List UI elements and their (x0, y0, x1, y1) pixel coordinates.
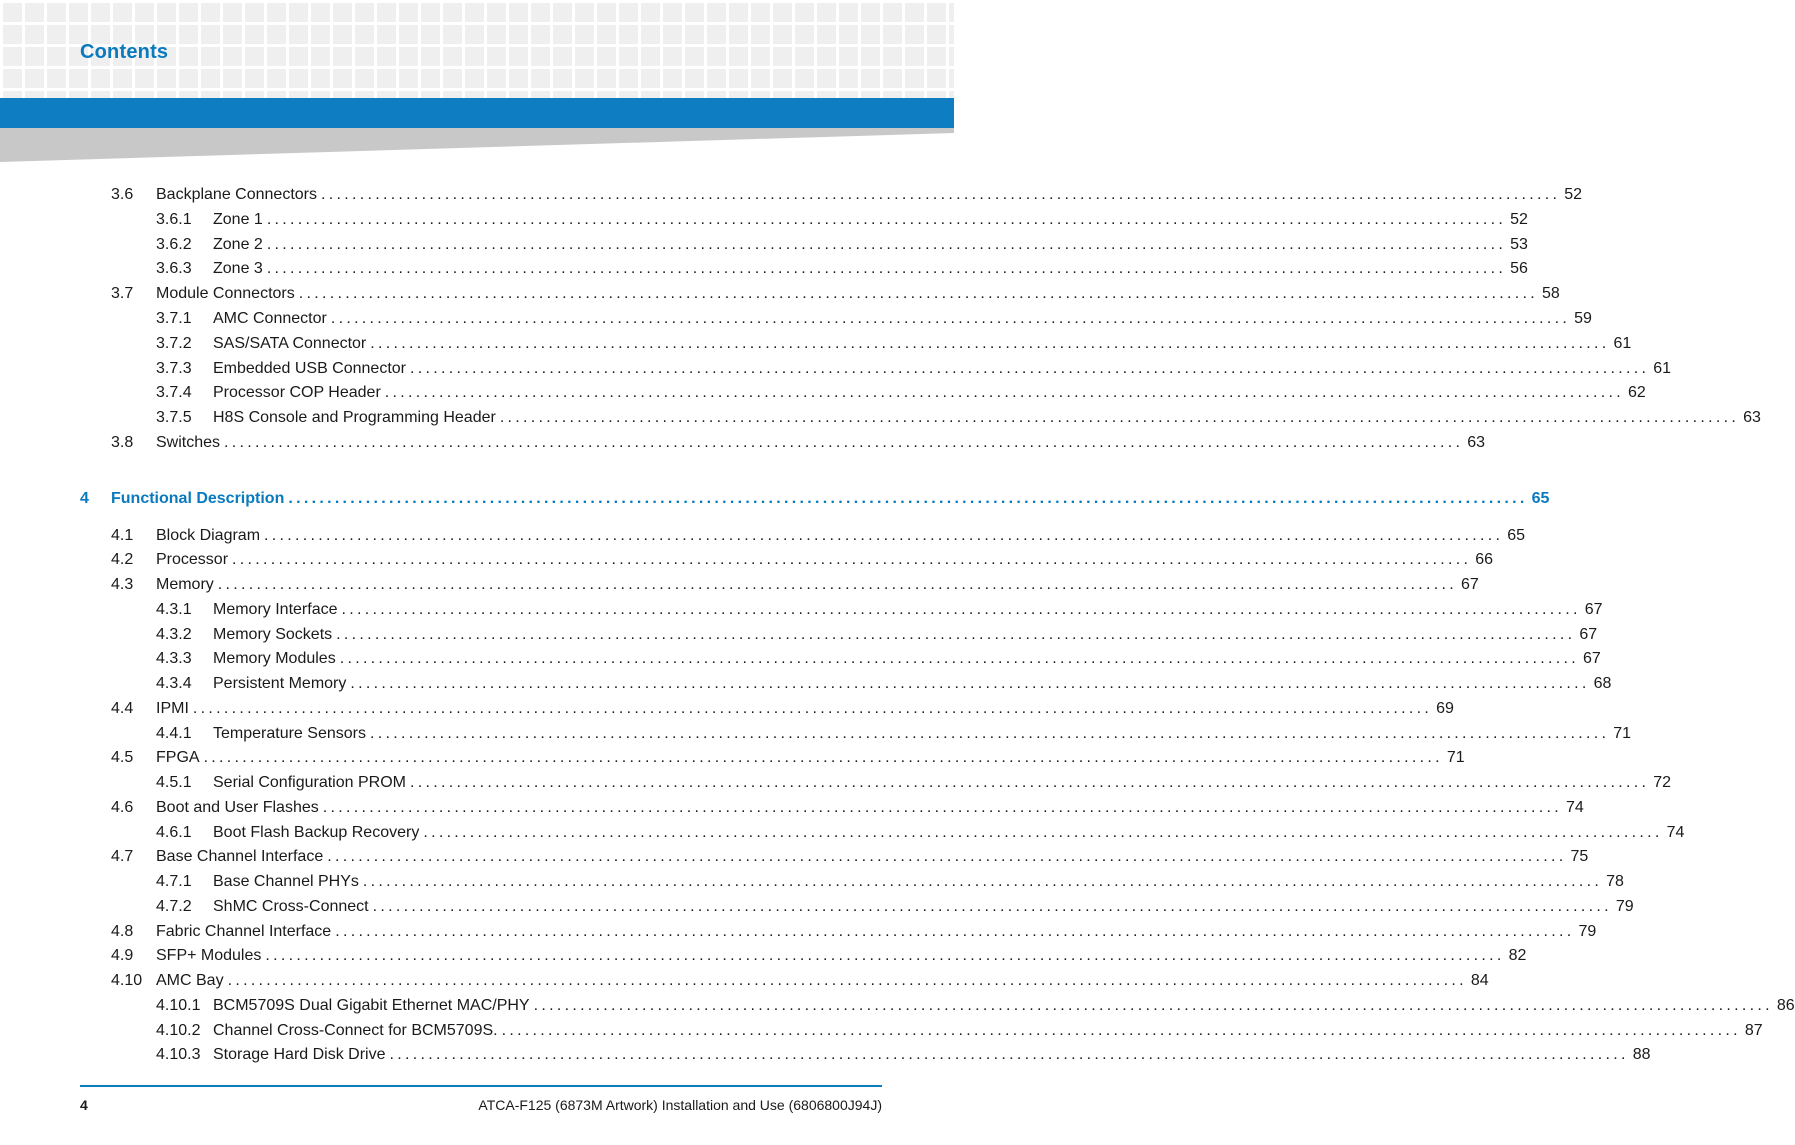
toc-entry-number: 4.5.1 (156, 774, 192, 791)
toc-entry-number: 4.7.1 (156, 873, 192, 890)
toc-entry-number: 3.6.3 (156, 260, 192, 278)
toc-leader-dots: ................................................................................................................................................................ (203, 749, 1443, 767)
toc-entry-label: Block Diagram (156, 526, 261, 544)
footer-document-title: ATCA-F125 (6873M Artwork) Installation and Use (6806800J94J) (478, 1097, 882, 1113)
toc-entry-number: 3.7.4 (156, 384, 192, 402)
toc-entry-line (213, 1045, 1651, 1065)
toc-entry-label: Processor (156, 551, 229, 569)
toc-entry-line (156, 847, 1589, 867)
toc-leader-dots: ................................................................................................................................................................ (336, 625, 1576, 643)
toc-entry[interactable] (0, 847, 1589, 867)
toc-entry-line (213, 1021, 1763, 1041)
toc-entry[interactable] (0, 748, 1465, 768)
toc-entry-number: 4.7 (111, 848, 134, 866)
toc-entry-label: Zone 1 (213, 210, 263, 228)
toc-entry-number: 4 (80, 490, 89, 507)
toc-entry[interactable] (0, 773, 1672, 793)
toc-entry-page: 74 (1566, 798, 1584, 816)
toc-entry-line (156, 971, 1489, 991)
toc-entry-page: 86 (1776, 996, 1795, 1014)
toc-entry-page: 75 (1570, 848, 1589, 866)
toc-leader-dots: ................................................................................................................................................................ (341, 600, 1581, 618)
toc-leader-dots: ................................................................................................................................................................ (264, 526, 1504, 544)
toc-entry-page: 61 (1613, 334, 1632, 352)
toc-entry-number: 3.7 (111, 285, 134, 303)
toc-leader-dots: ................................................................................................................................................................ (217, 576, 1458, 593)
toc-entry-line (213, 823, 1685, 843)
toc-entry-page: 79 (1578, 922, 1597, 940)
toc-entry-line (213, 359, 1672, 379)
toc-entry-line (156, 550, 1494, 570)
toc-entry[interactable] (0, 699, 1454, 719)
toc-entry-label: Zone 2 (213, 235, 263, 253)
toc-entry-page: 53 (1510, 235, 1528, 253)
toc-entry-label: ShMC Cross-Connect (213, 897, 369, 915)
toc-entry-page: 61 (1653, 359, 1672, 377)
toc-entry-number: 4.10 (111, 972, 143, 989)
toc-entry-label: Boot and User Flashes (156, 798, 319, 816)
toc-entry-line (213, 649, 1601, 669)
toc-entry-line (213, 210, 1528, 230)
toc-leader-dots: ................................................................................................................................................................ (227, 972, 1467, 989)
toc-entry-page: 79 (1615, 897, 1634, 915)
toc-leader-dots: ................................................................................................................................................................ (389, 1046, 1629, 1064)
toc-entry-label: Memory Modules (213, 650, 336, 668)
toc-entry[interactable] (0, 550, 1494, 570)
toc-entry-label: Temperature Sensors (213, 724, 366, 742)
toc-leader-dots: ................................................................................................................................................................ (266, 210, 1507, 228)
toc-entry-label: Embedded USB Connector (213, 359, 406, 377)
toc-chapter-entry[interactable] (0, 489, 1550, 509)
toc-entry-line (111, 489, 1550, 509)
toc-entry[interactable] (0, 526, 1526, 546)
toc-entry-line (156, 798, 1584, 818)
toc-entry-page: 67 (1461, 576, 1479, 593)
toc-entry-number: 4.2 (111, 551, 134, 569)
toc-entry[interactable] (0, 897, 1634, 917)
toc-entry-line (156, 185, 1583, 205)
toc-entry-label: Memory Sockets (213, 625, 333, 643)
toc-entry[interactable] (0, 996, 1795, 1016)
toc-entry[interactable] (0, 284, 1560, 304)
toc-entry-number: 4.5 (111, 749, 134, 767)
toc-entry-label: H8S Console and Programming Header (213, 409, 496, 427)
toc-entry[interactable] (0, 433, 1486, 453)
toc-entry[interactable] (0, 185, 1583, 205)
toc-entry-label: FPGA (156, 749, 200, 767)
toc-entry-line (213, 872, 1624, 892)
toc-entry-number: 3.8 (111, 434, 134, 451)
toc-entry-number: 4.4.1 (156, 724, 192, 742)
toc-entry-label: Persistent Memory (213, 675, 347, 692)
toc-entry-page: 88 (1632, 1046, 1651, 1064)
toc-entry-page: 63 (1743, 409, 1761, 427)
toc-leader-dots: ................................................................................................................................................................ (335, 922, 1575, 940)
toc-entry-page: 72 (1653, 774, 1672, 791)
toc-entry-line (156, 575, 1479, 595)
toc-entry-page: 68 (1593, 675, 1612, 692)
toc-entry-line (156, 699, 1454, 719)
toc-leader-dots: ................................................................................................................................................................ (501, 1021, 1741, 1039)
toc-entry-number: 3.7.3 (156, 359, 192, 377)
toc-entry-page: 65 (1507, 526, 1526, 544)
toc-entry-page: 71 (1613, 724, 1632, 742)
toc-entry[interactable] (0, 922, 1597, 942)
toc-entry-label: Zone 3 (213, 260, 263, 278)
toc-leader-dots: ................................................................................................................................................................ (320, 186, 1561, 203)
toc-entry[interactable] (0, 600, 1603, 620)
toc-entry[interactable] (0, 649, 1601, 669)
toc-entry-line (156, 748, 1465, 768)
toc-entry[interactable] (0, 823, 1685, 843)
toc-entry-page: 69 (1436, 699, 1454, 717)
toc-leader-dots: ................................................................................................................................................................ (288, 490, 1528, 507)
toc-entry[interactable] (0, 309, 1592, 329)
toc-entry[interactable] (0, 1021, 1763, 1041)
toc-leader-dots: ................................................................................................................................................................ (265, 947, 1505, 965)
toc-entry-number: 3.6.1 (156, 210, 192, 228)
toc-entry-page: 74 (1666, 823, 1685, 841)
toc-entry-number: 3.6.2 (156, 235, 192, 253)
toc-entry-label: Backplane Connectors (156, 186, 317, 203)
toc-entry-number: 4.3.1 (156, 600, 192, 618)
toc-entry-number: 4.3.2 (156, 625, 192, 643)
toc-entry-label: Switches (156, 434, 221, 451)
toc-entry-number: 3.7.5 (156, 409, 192, 427)
footer-page-number: 4 (80, 1097, 88, 1113)
toc-leader-dots: ................................................................................................................................................................ (350, 675, 1590, 692)
toc-leader-dots: ................................................................................................................................................................ (330, 310, 1571, 327)
page-title: Contents (80, 41, 169, 63)
toc-entry-number: 3.7.2 (156, 334, 192, 352)
toc-entry[interactable] (0, 334, 1632, 354)
toc-entry-line (213, 334, 1632, 354)
toc-leader-dots: ................................................................................................................................................................ (372, 897, 1612, 915)
toc-entry[interactable] (0, 408, 1761, 428)
toc-entry-number: 4.3.4 (156, 675, 192, 692)
toc-entry-label: Base Channel Interface (156, 848, 324, 866)
toc-entry-label: AMC Bay (156, 972, 224, 989)
toc-entry-label: Processor COP Header (213, 384, 381, 402)
toc-leader-dots: ................................................................................................................................................................ (322, 798, 1562, 816)
toc-entry-number: 4.3.3 (156, 650, 192, 668)
toc-entry[interactable] (0, 724, 1632, 744)
toc-leader-dots: ................................................................................................................................................................ (533, 996, 1773, 1014)
toc-entry-label: Memory (156, 576, 214, 593)
toc-entry-line (213, 625, 1598, 645)
toc-leader-dots: ................................................................................................................................................................ (409, 774, 1650, 791)
toc-entry[interactable] (0, 798, 1584, 818)
toc-entry-label: Fabric Channel Interface (156, 922, 332, 940)
toc-entry-label: Boot Flash Backup Recovery (213, 823, 420, 841)
toc-entry-number: 4.8 (111, 922, 134, 940)
toc-entry-line (213, 724, 1632, 744)
toc-entry[interactable] (0, 259, 1528, 279)
toc-entry[interactable] (0, 575, 1479, 595)
toc-entry-number: 4.4 (111, 699, 134, 717)
toc-entry-line (213, 674, 1612, 694)
toc-entry-number: 4.10.2 (156, 1021, 201, 1039)
toc-leader-dots: ................................................................................................................................................................ (362, 873, 1603, 890)
toc-entry[interactable] (0, 235, 1528, 255)
toc-entry-page: 84 (1470, 972, 1489, 989)
toc-entry-label: Serial Configuration PROM (213, 774, 406, 791)
toc-entry-line (213, 408, 1761, 428)
toc-entry-page: 65 (1531, 490, 1550, 507)
toc-leader-dots: ................................................................................................................................................................ (327, 848, 1567, 866)
toc-entry-page: 67 (1582, 650, 1601, 668)
toc-entry-line (156, 946, 1527, 966)
toc-entry-line (156, 922, 1597, 942)
toc-entry-line (213, 600, 1603, 620)
toc-entry-number: 4.3 (111, 576, 134, 593)
toc-entry-page: 62 (1628, 384, 1646, 402)
toc-entry-page: 56 (1510, 260, 1528, 278)
toc-entry-page: 52 (1564, 186, 1583, 203)
toc-entry-line (213, 309, 1592, 329)
toc-entry-page: 66 (1475, 551, 1494, 569)
toc-entry-page: 52 (1510, 210, 1528, 228)
toc-leader-dots: ................................................................................................................................................................ (369, 724, 1610, 742)
toc-entry-number: 3.7.1 (156, 310, 192, 327)
toc-leader-dots: ................................................................................................................................................................ (410, 359, 1650, 377)
toc-entry-page: 78 (1606, 873, 1624, 890)
toc-leader-dots: ................................................................................................................................................................ (370, 334, 1610, 352)
toc-leader-dots: ................................................................................................................................................................ (423, 823, 1663, 841)
toc-entry-line (213, 259, 1528, 279)
toc-entry-page: 67 (1584, 600, 1603, 618)
toc-entry-line (156, 284, 1560, 304)
toc-entry-page: 87 (1744, 1021, 1763, 1039)
toc-entry-page: 67 (1579, 625, 1598, 643)
toc-leader-dots: ................................................................................................................................................................ (266, 260, 1507, 278)
toc-leader-dots: ................................................................................................................................................................ (232, 551, 1472, 569)
toc-leader-dots: ................................................................................................................................................................ (266, 235, 1507, 253)
toc-entry-number: 3.6 (111, 186, 134, 203)
toc-entry[interactable] (0, 674, 1612, 694)
toc-entry[interactable] (0, 872, 1624, 892)
toc-entry[interactable] (0, 971, 1489, 991)
toc-leader-dots: ................................................................................................................................................................ (192, 699, 1433, 717)
toc-entry[interactable] (0, 383, 1646, 403)
toc-entry-page: 59 (1574, 310, 1592, 327)
toc-entry-number: 4.1 (111, 526, 134, 544)
toc-entry-line (213, 773, 1672, 793)
toc-leader-dots: ................................................................................................................................................................ (339, 650, 1579, 668)
toc-entry-label: BCM5709S Dual Gigabit Ethernet MAC/PHY (213, 996, 530, 1014)
toc-entry-line (213, 897, 1634, 917)
header-grey-wedge (0, 128, 954, 162)
toc-entry-number: 4.6.1 (156, 823, 192, 841)
toc-entry-number: 4.10.1 (156, 996, 201, 1014)
toc-entry-number: 4.9 (111, 947, 134, 965)
toc-entry[interactable] (0, 210, 1528, 230)
toc-entry[interactable] (0, 1045, 1651, 1065)
toc-leader-dots: ................................................................................................................................................................ (224, 434, 1464, 451)
toc-entry-label: Functional Description (111, 490, 285, 507)
toc-entry-page: 71 (1446, 749, 1465, 767)
toc-leader-dots: ................................................................................................................................................................ (384, 384, 1625, 402)
toc-entry-label: Channel Cross-Connect for BCM5709S. (213, 1021, 498, 1039)
toc-entry[interactable] (0, 625, 1598, 645)
toc-entry-number: 4.6 (111, 798, 134, 816)
footer-rule (80, 1085, 882, 1087)
toc-entry[interactable] (0, 359, 1672, 379)
toc-leader-dots: ................................................................................................................................................................ (499, 409, 1740, 427)
toc-leader-dots: ................................................................................................................................................................ (298, 285, 1538, 303)
toc-entry[interactable] (0, 946, 1527, 966)
toc-entry-line (156, 433, 1486, 453)
toc-entry-label: IPMI (156, 699, 189, 717)
header-blue-band (0, 98, 954, 128)
toc-entry-label: SFP+ Modules (156, 947, 262, 965)
toc-entry-number: 4.7.2 (156, 897, 192, 915)
toc-entry-label: Memory Interface (213, 600, 338, 618)
toc-entry-page: 58 (1542, 285, 1560, 303)
toc-entry-line (156, 526, 1526, 546)
toc-entry-page: 82 (1508, 947, 1527, 965)
toc-entry-label: SAS/SATA Connector (213, 334, 367, 352)
toc-entry-line (213, 383, 1646, 403)
toc-entry-label: AMC Connector (213, 310, 327, 327)
toc-entry-label: Storage Hard Disk Drive (213, 1046, 386, 1064)
toc-entry-line (213, 235, 1528, 255)
toc-entry-line (213, 996, 1795, 1016)
toc-entry-number: 4.10.3 (156, 1046, 201, 1064)
toc-entry-label: Base Channel PHYs (213, 873, 359, 890)
toc-entry-label: Module Connectors (156, 285, 295, 303)
toc-entry-page: 63 (1467, 434, 1486, 451)
